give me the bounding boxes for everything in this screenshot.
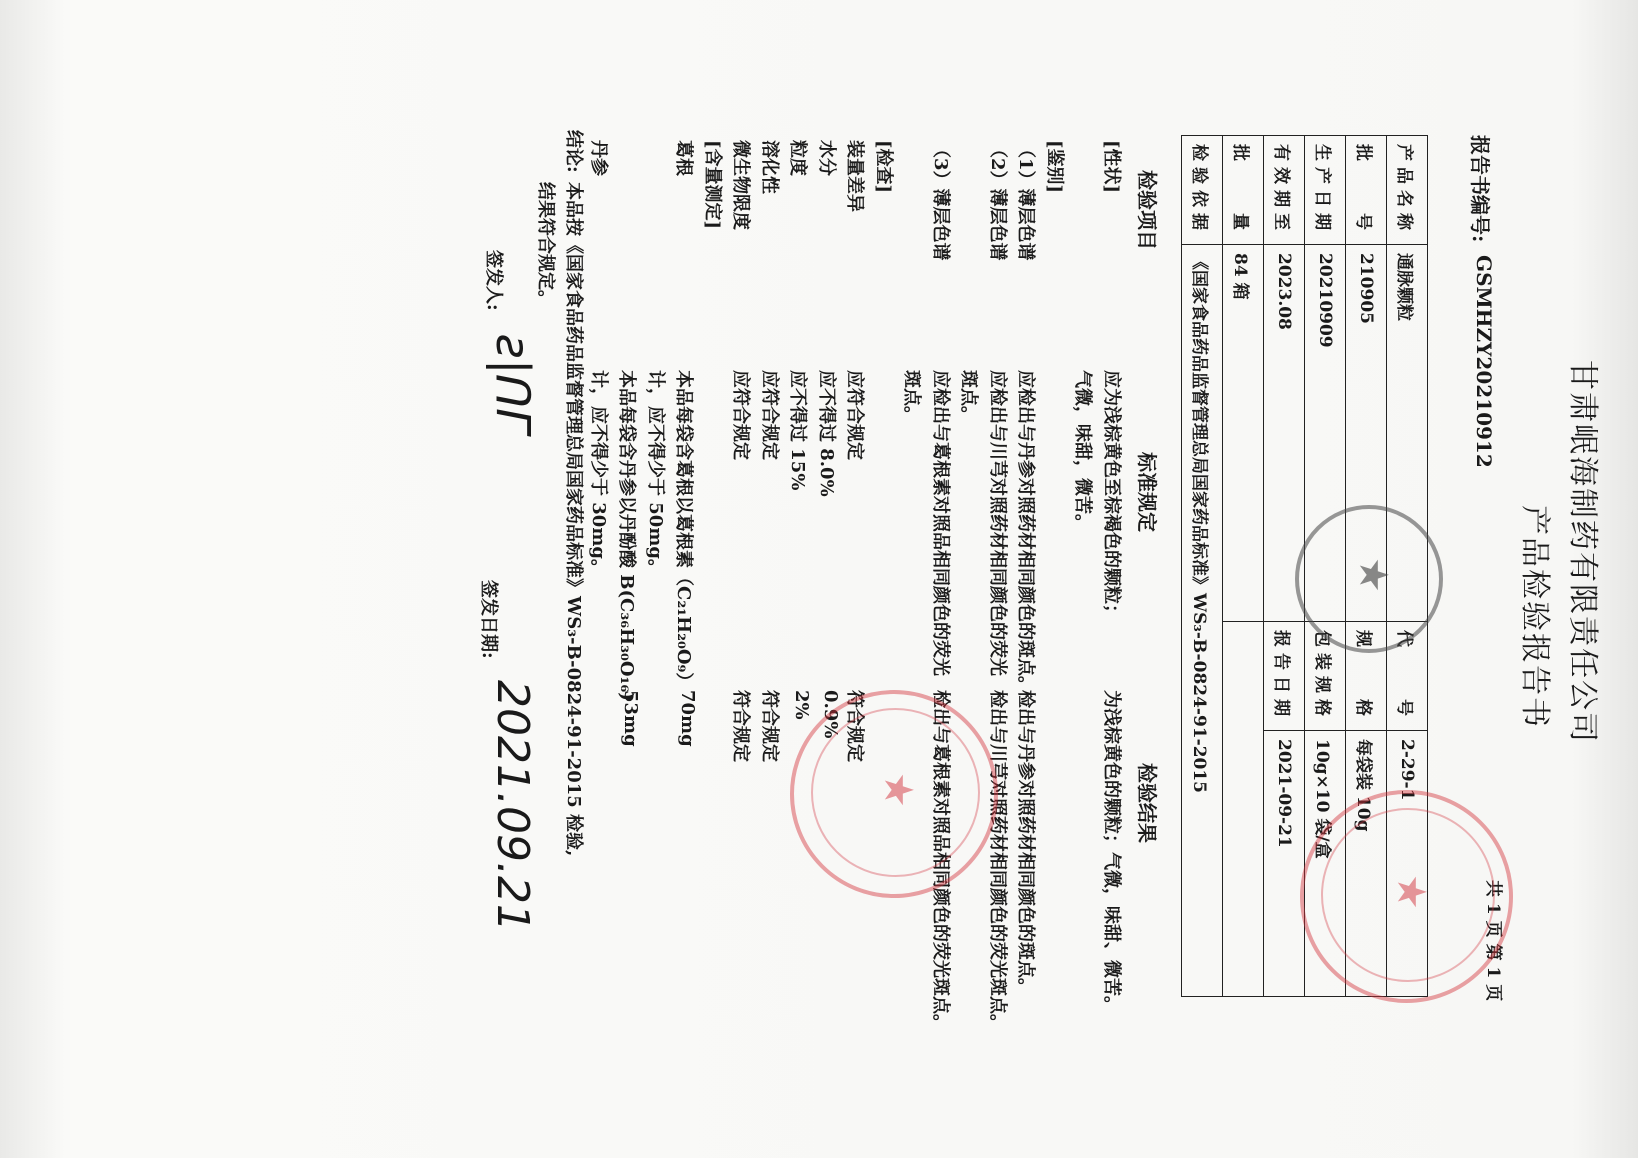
row-standard: 应为浅棕黄色至棕褐色的颗粒； bbox=[1101, 370, 1122, 622]
row-result: 70mg bbox=[677, 690, 699, 747]
pack-value: 10g×10 袋/盒 bbox=[1305, 731, 1346, 997]
row-result: 符合规定 bbox=[844, 690, 866, 762]
row-result: 符合规定 bbox=[730, 690, 752, 762]
header-result: 检验结果 bbox=[1135, 763, 1159, 843]
quality-dept-seal bbox=[1300, 790, 1513, 1003]
row-result: 检出与川芎对照药材相同颜色的荧光斑点。 bbox=[987, 690, 1008, 1032]
table-row bbox=[1223, 136, 1264, 997]
document-title: 产品检验报告书 bbox=[1517, 505, 1552, 729]
conclusion-label: 结论: bbox=[563, 130, 584, 173]
row-item: [检查] bbox=[873, 140, 894, 194]
row-item: 水分 bbox=[816, 140, 837, 176]
header-item: 检验项目 bbox=[1135, 170, 1159, 250]
empty-cell bbox=[1223, 622, 1264, 997]
row-standard: 应不得过 8.0% bbox=[816, 370, 837, 497]
row-item: [鉴别] bbox=[1044, 140, 1065, 194]
report-date-label: 报告日期 bbox=[1264, 622, 1305, 731]
row-item: （2）薄层色谱 bbox=[987, 140, 1008, 261]
batch-label: 批 号 bbox=[1346, 136, 1387, 245]
row-standard: 应符合规定 bbox=[844, 370, 866, 460]
pack-label: 包装规格 bbox=[1305, 622, 1346, 731]
row-item: 粒度 bbox=[787, 140, 809, 176]
row-item: 葛根 bbox=[673, 140, 695, 176]
row-standard: 斑点。 bbox=[901, 370, 923, 424]
quantity-value: 84 箱 bbox=[1223, 245, 1264, 622]
row-standard: 应检出与丹参对照药材相同颜色的斑点。 bbox=[1015, 370, 1037, 694]
expiry-label: 有效期至 bbox=[1264, 136, 1305, 245]
row-standard: 本品每袋含葛根以葛根素（C₂₁H₂₀O₉） bbox=[673, 370, 695, 691]
basis-value: 《国家食品药品监督管理总局国家药品标准》WS₃-B-0824-91-2015 bbox=[1182, 245, 1223, 997]
expiry-value: 2023.08 bbox=[1264, 245, 1305, 622]
batch-value: 210905 bbox=[1346, 245, 1387, 622]
row-standard: 应检出与葛根素对照品相同颜色的荧光 bbox=[930, 370, 951, 676]
conclusion-line-1: 本品按《国家食品药品监督管理总局国家药品标准》WS₃-B-0824-91-2015 检验, bbox=[563, 182, 584, 857]
row-item: [含量测定] bbox=[702, 140, 723, 230]
row-item: 丹参 bbox=[588, 140, 609, 176]
quantity-label: 批 量 bbox=[1223, 136, 1264, 245]
row-result: 53mg bbox=[620, 690, 642, 747]
row-standard: 计，应不得少于 50mg。 bbox=[645, 370, 666, 577]
spec-value: 每袋装 10g bbox=[1346, 731, 1387, 997]
row-standard: 应检出与川芎对照药材相同颜色的荧光 bbox=[987, 370, 1008, 676]
table-row bbox=[1182, 136, 1223, 997]
row-standard: 应符合规定 bbox=[759, 370, 780, 460]
sign-date: 2021.09.21 bbox=[487, 680, 538, 932]
code-value: 2-29-1 bbox=[1387, 731, 1428, 997]
row-result: 检出与丹参对照药材相同颜色的斑点。 bbox=[1015, 690, 1037, 996]
row-item: 溶化性 bbox=[759, 140, 780, 194]
row-item: 微生物限度 bbox=[730, 140, 752, 230]
seal-star-icon: ★ bbox=[1350, 557, 1396, 593]
report-date-value: 2021-09-21 bbox=[1264, 731, 1305, 997]
report-number: GSMHZY20210912 bbox=[1472, 255, 1496, 468]
row-result: 符合规定 bbox=[759, 690, 780, 762]
product-name-label: 产品名称 bbox=[1387, 136, 1428, 245]
signer-signature: ƨ|ᑎᒥ bbox=[486, 335, 540, 434]
row-result: 0.9% bbox=[820, 690, 841, 739]
basis-label: 检验依据 bbox=[1182, 136, 1223, 245]
mfg-date-value: 2021090​9 bbox=[1305, 245, 1346, 622]
row-result: 为浅棕黄色的颗粒；气微，味甜、微苦。 bbox=[1101, 690, 1122, 1014]
row-standard: 应不得过 15% bbox=[787, 370, 809, 491]
row-item: 装量差异 bbox=[844, 140, 866, 212]
conclusion-line-2: 结果符合规定。 bbox=[535, 182, 556, 308]
row-standard: 计，应不得少于 30mg。 bbox=[588, 370, 609, 577]
second-red-seal bbox=[790, 690, 998, 898]
header-standard: 标准规定 bbox=[1135, 452, 1159, 532]
spec-label: 规 格 bbox=[1346, 622, 1387, 731]
row-standard: 应符合规定 bbox=[730, 370, 752, 460]
sign-date-label: 签发日期: bbox=[478, 580, 499, 659]
row-result: 检出与葛根素对照品相同颜色的荧光斑点。 bbox=[930, 690, 951, 1032]
page-info: 共 1 页 第 1 页 bbox=[1483, 880, 1503, 1002]
row-item: （3）薄层色谱 bbox=[930, 140, 951, 261]
signer-label: 签发人: bbox=[483, 250, 504, 311]
row-standard: 本品每袋含丹参以丹酚酸 B(C₃₆H₃₀O₁₆) bbox=[616, 370, 638, 701]
report-seal bbox=[1295, 505, 1443, 653]
company-name: 甘肃岷海制药有限责任公司 bbox=[1565, 360, 1600, 744]
row-standard: 气微，味甜，微苦。 bbox=[1072, 370, 1094, 532]
mfg-date-label: 生产日期 bbox=[1305, 136, 1346, 245]
product-name-value: 通脉颗粒 bbox=[1387, 245, 1428, 622]
row-result: 2% bbox=[791, 690, 813, 720]
row-item: [性状] bbox=[1101, 140, 1122, 194]
row-item: （1）薄层色谱 bbox=[1015, 140, 1037, 261]
row-standard: 斑点。 bbox=[958, 370, 980, 424]
code-label: 代 号 bbox=[1387, 622, 1428, 731]
seal-star-icon: ★ bbox=[875, 772, 921, 808]
report-number-label: 报告书编号: bbox=[1468, 135, 1492, 243]
seal-star-icon: ★ bbox=[1388, 874, 1434, 910]
